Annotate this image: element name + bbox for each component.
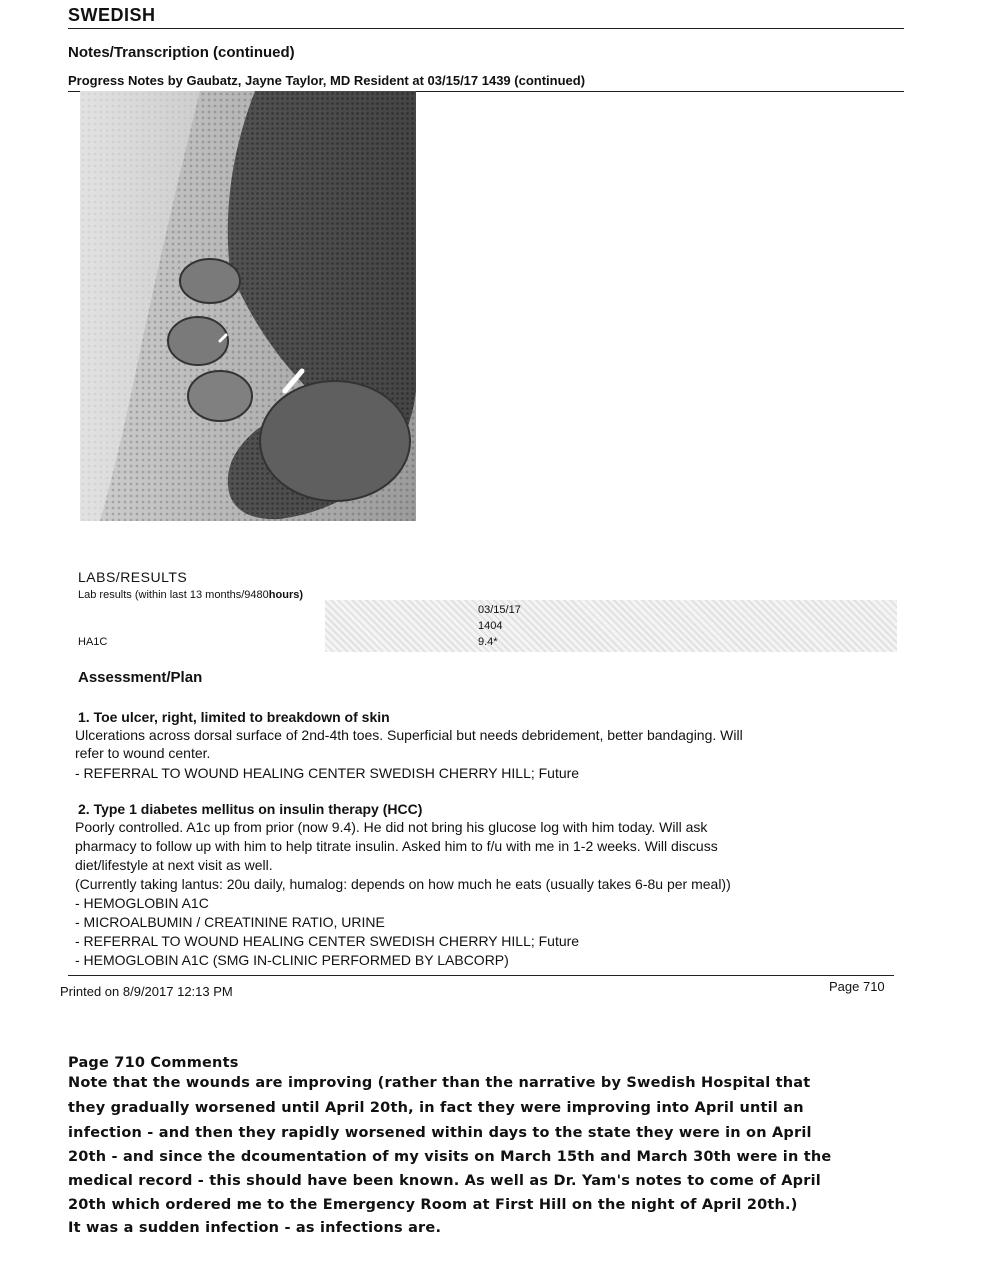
assessment-line: - MICROALBUMIN / CREATININE RATIO, URINE — [75, 914, 385, 930]
header-brand: SWEDISH — [68, 5, 156, 25]
lab-value: 9.4* — [478, 636, 498, 648]
assessment-line: refer to wound center. — [75, 745, 211, 761]
comment-line: they gradually worsened until April 20th, in fact they were improving into April until an — [68, 1100, 804, 1116]
labs-heading: LABS/RESULTS — [78, 569, 188, 585]
lab-date: 03/15/17 — [478, 604, 521, 616]
labs-sub-prefix: Lab results (within last 13 months/9480 — [78, 589, 269, 601]
assessment-line: diet/lifestyle at next visit as well. — [75, 857, 273, 873]
labs-subheading — [78, 589, 303, 601]
assessment-line: - REFERRAL TO WOUND HEALING CENTER SWEDISH CHERRY HILL; Future — [75, 933, 580, 949]
section-title: Notes/Transcription (continued) — [68, 44, 295, 61]
assessment-line: - HEMOGLOBIN A1C — [75, 895, 209, 911]
lab-result-band — [325, 600, 897, 652]
assessment-line: pharmacy to follow up with him to help titrate insulin. Asked him to f/u with me in 1-2 weeks. Will discuss — [75, 838, 718, 854]
assessment-line: Poorly controlled. A1c up from prior (now 9.4). He did not bring his glucose log with him today. Will ask — [75, 819, 708, 835]
assessment-line: (Currently taking lantus: 20u daily, humalog: depends on how much he eats (usually takes 6-8u per meal)) — [75, 876, 731, 892]
header-rule — [68, 28, 904, 29]
assessment-line: - REFERRAL TO WOUND HEALING CENTER SWEDISH CHERRY HILL; Future — [75, 765, 580, 781]
comment-line: 20th - and since the dcoumentation of my visits on March 15th and March 30th were in the — [68, 1149, 832, 1165]
comment-line: It was a sudden infection - as infections are. — [68, 1220, 442, 1236]
labs-sub-bold: hours) — [268, 589, 304, 601]
comment-line: infection - and then they rapidly worsened within days to the state they were in on April — [68, 1125, 812, 1141]
foot-photo — [80, 91, 416, 521]
comments-heading: Page 710 Comments — [68, 1055, 239, 1071]
comment-line: medical record - this should have been known. As well as Dr. Yam's notes to come of April — [68, 1173, 821, 1189]
comment-line: Note that the wounds are improving (rather than the narrative by Swedish Hospital that — [68, 1075, 811, 1091]
assessment-item-title: 2. Type 1 diabetes mellitus on insulin therapy (HCC) — [78, 801, 423, 817]
lab-time: 1404 — [478, 620, 503, 632]
progress-note-header: Progress Notes by Gaubatz, Jayne Taylor, MD Resident at 03/15/17 1439 (continued) — [68, 73, 586, 88]
page-number: Page 710 — [829, 979, 885, 994]
assessment-heading: Assessment/Plan — [78, 669, 203, 686]
assessment-item-title: 1. Toe ulcer, right, limited to breakdown of skin — [78, 709, 390, 725]
lab-test-name: HA1C — [78, 636, 108, 648]
assessment-line: - HEMOGLOBIN A1C (SMG IN-CLINIC PERFORMED BY LABCORP) — [75, 952, 509, 968]
footer-rule — [68, 975, 894, 976]
printed-timestamp: Printed on 8/9/2017 12:13 PM — [60, 984, 233, 999]
comment-line: 20th which ordered me to the Emergency Room at First Hill on the night of April 20th.) — [68, 1197, 798, 1213]
assessment-line: Ulcerations across dorsal surface of 2nd-4th toes. Superficial but needs debridement, better bandaging. Will — [75, 727, 743, 743]
